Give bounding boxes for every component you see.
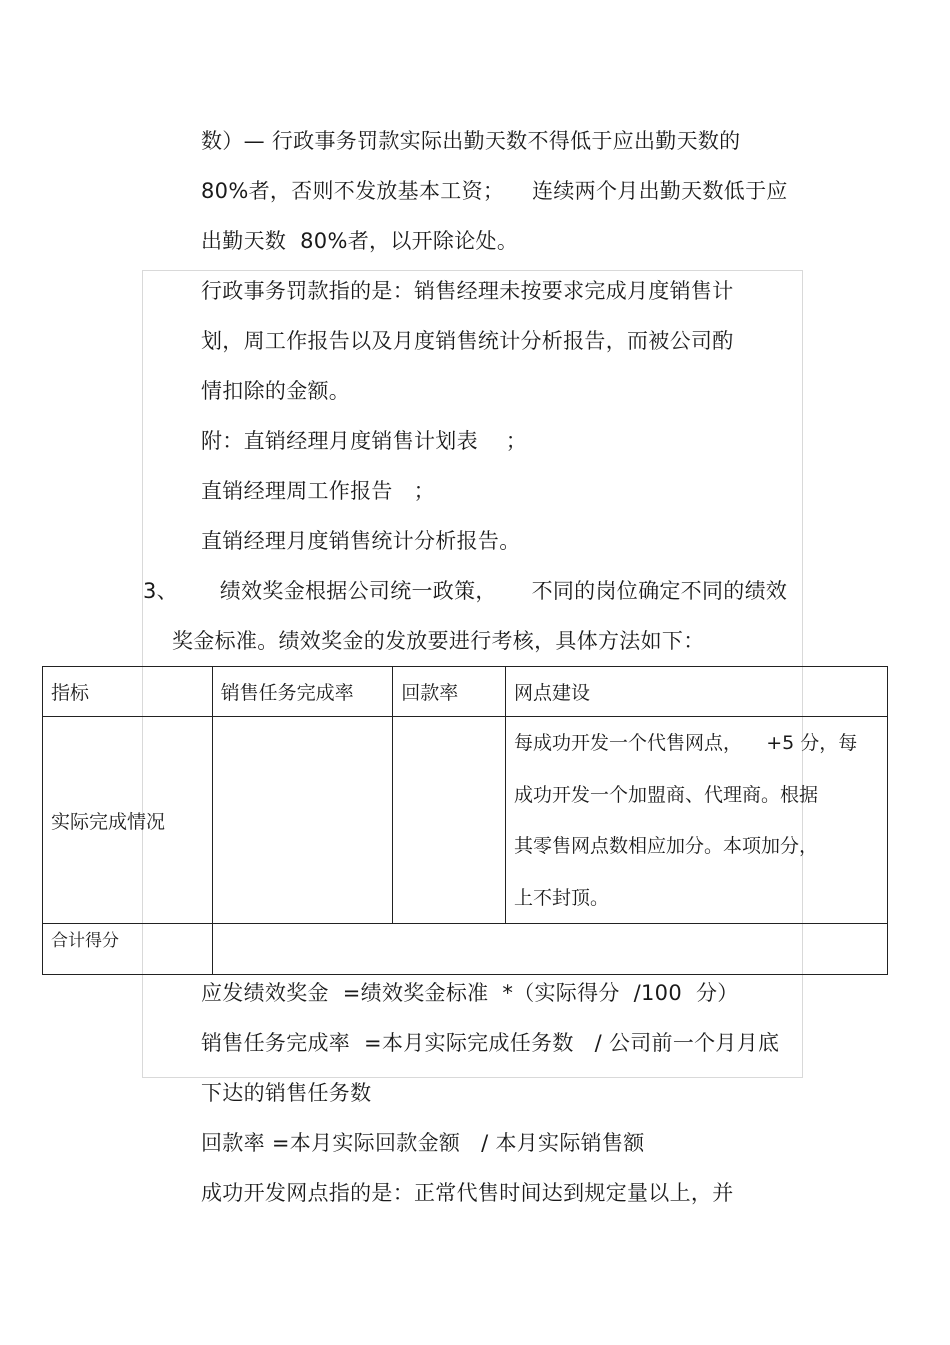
formula-line: 应发绩效奖金 =绩效奖金标准 *（实际得分 /100 分） (201, 981, 739, 1005)
attachment-line: 直销经理周工作报告 ； (201, 479, 435, 503)
paragraph-line: 行政事务罚款指的是：销售经理未按要求完成月度销售计 (201, 279, 734, 303)
cell-sales-rate-value (212, 717, 393, 924)
attachment-line: 直销经理月度销售统计分析报告。 (201, 529, 521, 553)
performance-table (42, 666, 888, 975)
total-label: 合计得分 (43, 924, 213, 975)
formula-line: 回款率 =本月实际回款金额 / 本月实际销售额 (201, 1131, 645, 1155)
formula-line: 销售任务完成率 =本月实际完成任务数 / 公司前一个月月底 (201, 1031, 780, 1055)
network-line: 其零售网点数相应加分。本项加分， (514, 835, 819, 857)
table-header-row (43, 667, 888, 717)
paragraph-line: 情扣除的金额。 (201, 379, 351, 403)
network-line: 每成功开发一个代售网点， +5 分，每 (514, 732, 858, 754)
row-label-actual: 实际完成情况 (43, 717, 213, 924)
header-cell-indicator: 指标 (43, 667, 213, 717)
paragraph-line: 成功开发网点指的是：正常代售时间达到规定量以上，并 (201, 1181, 734, 1205)
paragraph-line: 数）— 行政事务罚款实际出勤天数不得低于应出勤天数的 (201, 129, 741, 153)
paragraph-line: 80%者，否则不发放基本工资； 连续两个月出勤天数低于应 (201, 179, 788, 203)
table-total-row (43, 924, 888, 975)
paragraph-line: 出勤天数 80%者，以开除论处。 (201, 229, 519, 253)
header-cell-network: 网点建设 (506, 667, 888, 717)
cell-collection-rate-value (393, 717, 506, 924)
paragraph-line: 奖金标准。绩效奖金的发放要进行考核，具体方法如下： (172, 629, 705, 653)
header-cell-collection-rate: 回款率 (393, 667, 506, 717)
formula-line: 下达的销售任务数 (201, 1081, 372, 1105)
network-line: 上不封顶。 (514, 886, 610, 909)
attachment-line: 附：直销经理月度销售计划表 ； (201, 429, 528, 453)
total-value (212, 924, 887, 975)
network-line: 成功开发一个加盟商、代理商。根据 (514, 783, 819, 806)
paragraph-line: 划，周工作报告以及月度销售统计分析报告，而被公司酌 (201, 329, 734, 353)
section-3-heading: 3、 绩效奖金根据公司统一政策， 不同的岗位确定不同的绩效 (143, 579, 788, 603)
header-cell-sales-rate: 销售任务完成率 (212, 667, 393, 717)
cell-network-description (506, 717, 888, 924)
table-row (43, 717, 888, 924)
